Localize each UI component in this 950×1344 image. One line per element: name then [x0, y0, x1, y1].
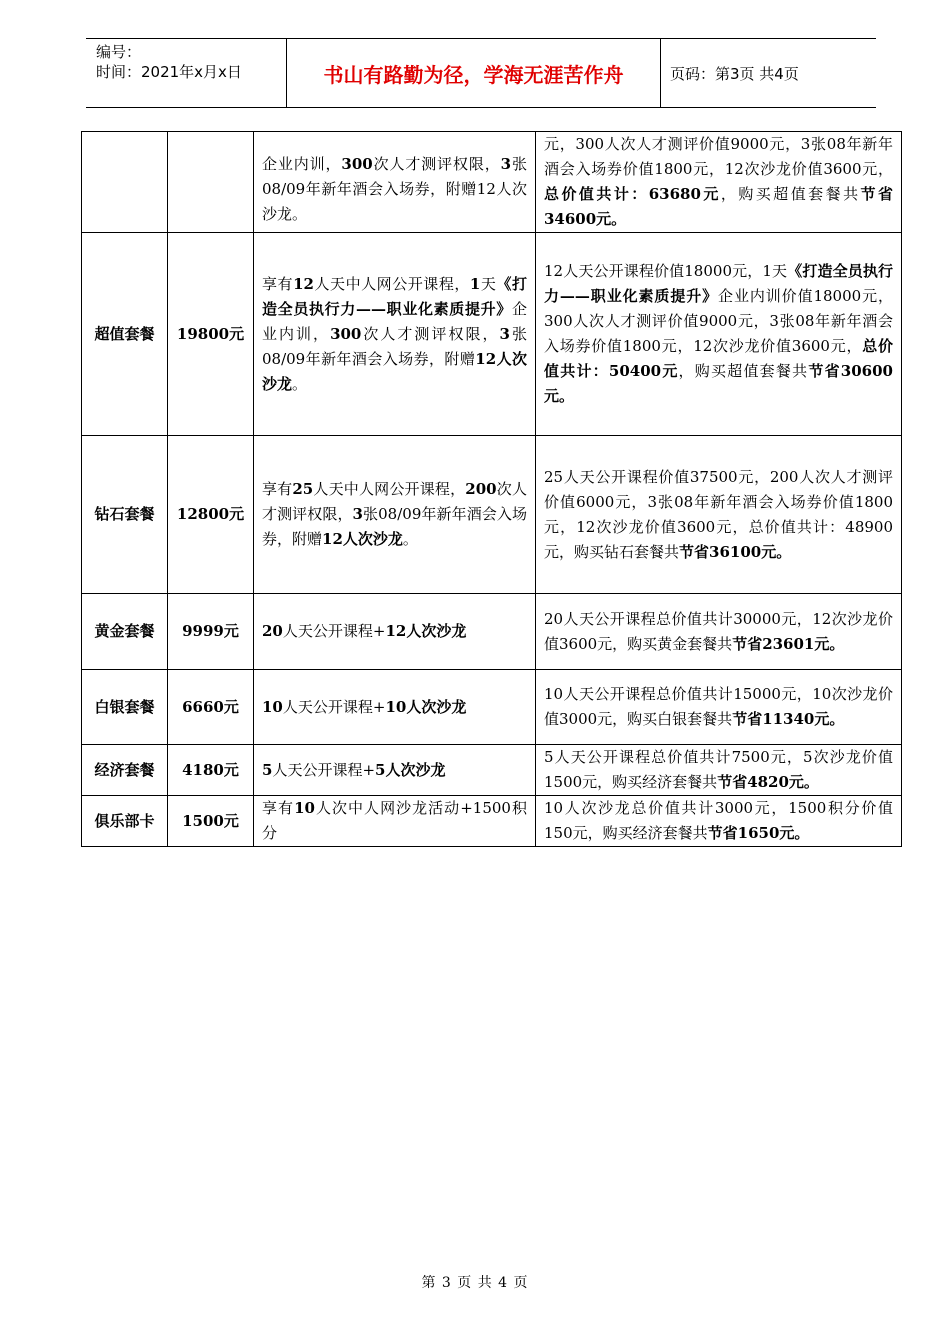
table-row: [82, 594, 902, 670]
package-description: [254, 594, 536, 670]
document-time-label: 时间：2021年x月x日: [96, 63, 242, 81]
package-price: 6660元: [168, 670, 254, 745]
package-value: [536, 670, 902, 745]
text-run: 张08/09年新年酒会入场券，附赠: [262, 505, 527, 548]
table-row: [82, 233, 902, 436]
text-run: 人天中人网公开课程，: [313, 274, 470, 293]
text-run: ，购买超值套餐共: [678, 362, 809, 380]
header-meta: [86, 39, 287, 107]
package-table: [81, 131, 902, 847]
text-run: 5人次沙龙: [375, 760, 446, 779]
table-row: [82, 132, 902, 233]
package-value: [536, 233, 902, 436]
package-name: 白银套餐: [82, 670, 168, 745]
package-description: [254, 670, 536, 745]
text-run: ，购买超值套餐共: [720, 185, 861, 203]
text-run: 《打造全员执行力——职业化素质提升》: [544, 262, 893, 305]
text-run: 总价值共计：63680元: [544, 185, 721, 203]
package-description: [254, 132, 536, 233]
text-run: 12: [293, 274, 314, 293]
package-price: 4180元: [168, 745, 254, 796]
text-run: 3: [499, 324, 510, 343]
page-footer: 第 3 页 共 4 页: [421, 1275, 529, 1291]
text-run: 200: [465, 480, 497, 498]
document-number-label: 编号：: [96, 43, 142, 61]
package-value: [536, 594, 902, 670]
text-run: 节省34600元。: [544, 185, 893, 228]
package-description: [254, 745, 536, 796]
package-description: [254, 796, 536, 847]
package-name: 钻石套餐: [82, 436, 168, 594]
text-run: 12人次沙龙: [385, 622, 467, 640]
text-run: 12人天公开课程价值18000元，1天: [544, 262, 788, 280]
text-run: 享有: [262, 480, 293, 498]
text-run: 5人天公开课程总价值共计7500元，5次沙龙价值1500元，购买经济套餐共: [544, 748, 893, 791]
text-run: 企业内训，: [262, 154, 342, 173]
package-value: [536, 436, 902, 594]
text-run: 节省23601元。: [732, 634, 845, 653]
table-row: [82, 436, 902, 594]
text-run: 10人次沙龙: [385, 697, 467, 716]
table-row: [82, 670, 902, 745]
package-price: [168, 132, 254, 233]
text-run: 3: [500, 154, 512, 173]
package-name: 经济套餐: [82, 745, 168, 796]
text-run: 300: [341, 154, 373, 173]
text-run: 享有: [262, 274, 294, 293]
text-run: 节省30600元。: [544, 362, 893, 405]
package-value: [536, 132, 902, 233]
package-name: [82, 132, 168, 233]
text-run: 总价值共计：50400元: [544, 337, 893, 380]
text-run: 元，300人次人才测评价值9000元，3张08年新年酒会入场券价值1800元，12次沙龙价值3600元，: [544, 135, 893, 178]
text-run: 3: [352, 505, 363, 523]
package-description: [254, 436, 536, 594]
package-price: 12800元: [168, 436, 254, 594]
text-run: 12人次沙龙: [322, 530, 403, 548]
text-run: 人次中人网沙龙活动+1500积分: [262, 799, 527, 842]
text-run: 。: [402, 530, 418, 548]
text-run: 人天公开课程+: [282, 622, 386, 640]
header-page-info: 页码：第3页 共4页: [670, 64, 799, 83]
text-run: 人天公开课程+: [272, 760, 376, 779]
package-value: [536, 796, 902, 847]
text-run: 人天公开课程+: [282, 697, 386, 716]
package-price: 19800元: [168, 233, 254, 436]
text-run: 人天中人网公开课程，: [313, 480, 466, 498]
text-run: 25: [292, 480, 314, 498]
header-motto: 书山有路勤为径，学海无涯苦作舟: [287, 39, 661, 107]
text-run: 天: [480, 274, 497, 293]
text-run: 次人才测评权限，: [372, 154, 501, 173]
text-run: 25人天公开课程价值37500元，200人次人才测评价值6000元，3张08年新年酒会入场券价值1800元，12次沙龙价值3600元，总价值共计：48900元，购买钻石套餐共: [544, 467, 893, 561]
text-run: 企业内训，: [262, 299, 527, 343]
text-run: 5: [262, 760, 273, 779]
text-run: 次人才测评权限，: [262, 480, 527, 523]
table-row: [82, 745, 902, 796]
package-name: 超值套餐: [82, 233, 168, 436]
text-run: 10: [262, 697, 283, 716]
text-run: 张08/09年新年酒会入场券，附赠: [262, 324, 527, 368]
text-run: 。: [292, 374, 308, 393]
text-run: 10人次沙龙总价值共计3000元，1500积分价值150元，购买经济套餐共: [544, 799, 893, 842]
package-description: [254, 233, 536, 436]
page-header: [86, 38, 876, 108]
text-run: 12人次沙龙: [262, 349, 527, 393]
package-price: 1500元: [168, 796, 254, 847]
text-run: 10人天公开课程总价值共计15000元，10次沙龙价值3000元，购买白银套餐共: [544, 685, 893, 728]
text-run: 《打造全员执行力——职业化素质提升》: [262, 274, 527, 318]
text-run: 300: [330, 324, 362, 343]
table-row: [82, 796, 902, 847]
text-run: 10: [294, 799, 315, 817]
package-price: 9999元: [168, 594, 254, 670]
text-run: 企业内训价值18000元，300人次人才测评价值9000元，3张08年新年酒会入场券价值1800元，12次沙龙价值3600元，: [544, 287, 893, 355]
text-run: 次人才测评权限，: [361, 324, 500, 343]
text-run: 1: [469, 274, 481, 293]
text-run: 享有: [262, 799, 295, 817]
package-value: [536, 745, 902, 796]
text-run: 节省11340元。: [732, 710, 845, 728]
text-run: 20人天公开课程总价值共计30000元，12次沙龙价值3600元，购买黄金套餐共: [544, 609, 893, 653]
text-run: 节省36100元。: [679, 542, 792, 561]
text-run: 张08/09年新年酒会入场券，附赠12人次沙龙。: [262, 154, 527, 223]
text-run: 节省4820元。: [717, 773, 819, 791]
text-run: 20: [262, 622, 283, 640]
package-name: 黄金套餐: [82, 594, 168, 670]
text-run: 节省1650元。: [707, 824, 810, 842]
package-name: 俱乐部卡: [82, 796, 168, 847]
